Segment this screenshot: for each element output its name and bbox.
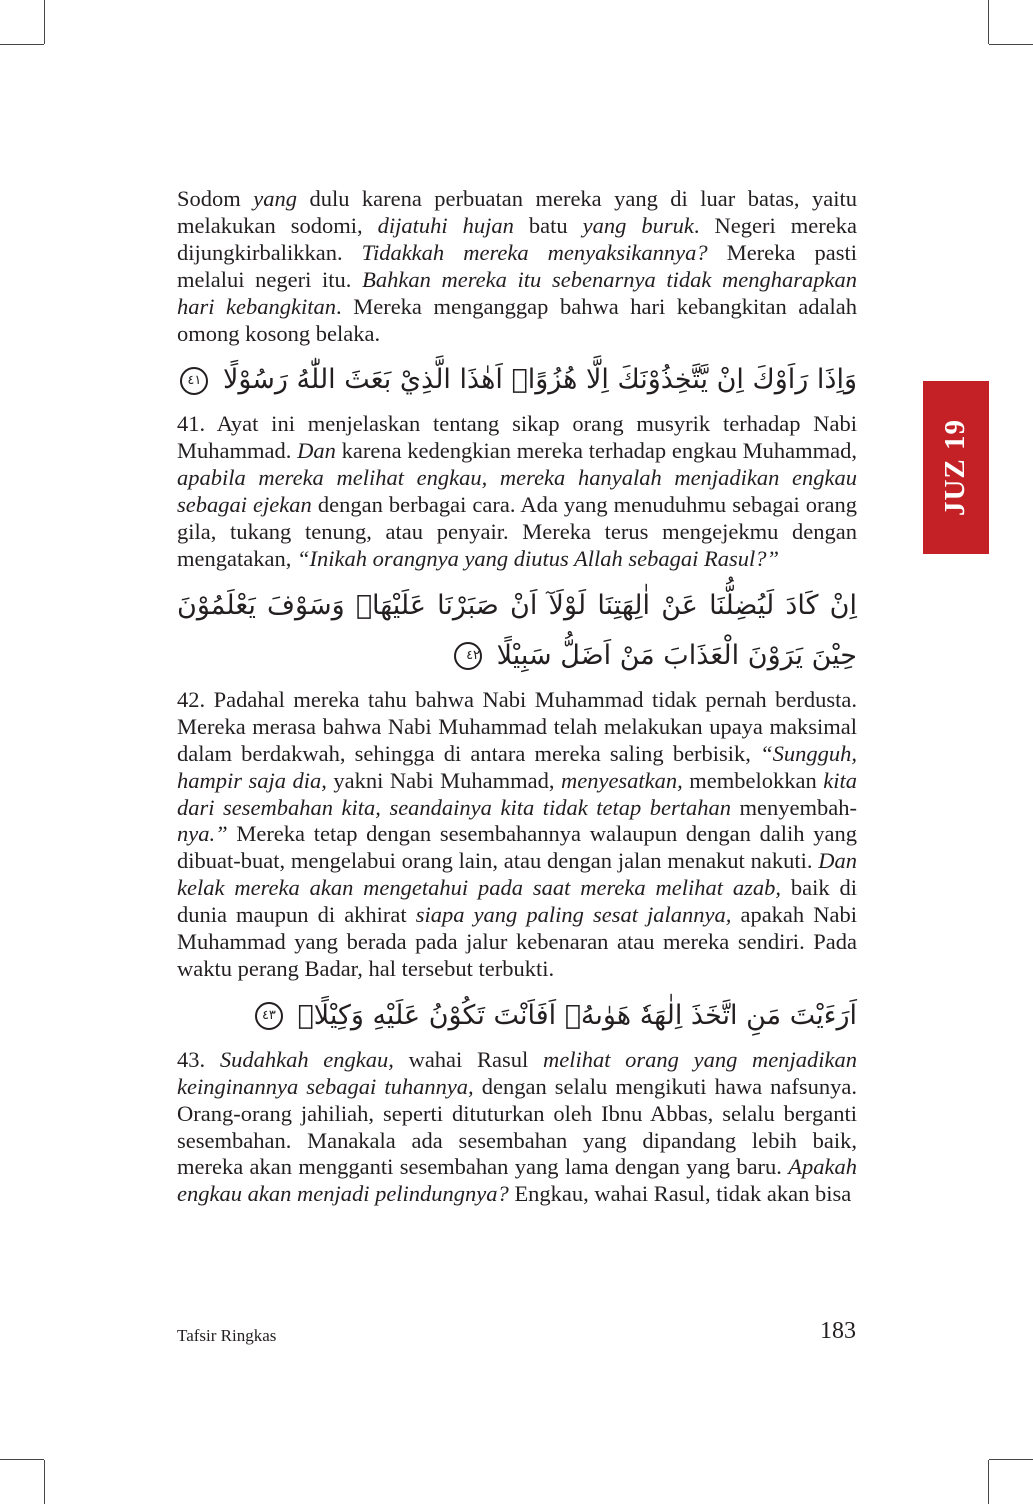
emphasis-run: Dan kelak mereka akan mengetahui pada saat mereka melihat azab, [177,848,857,901]
emphasis-run: yang [253,186,297,211]
emphasis-run: Bahkan mereka itu sebenarnya tidak mengharapkan hari kebangkitan [177,266,857,319]
emphasis-run: Tidakkah mereka menyaksikannya? [361,239,708,265]
text-run: 41. Ayat ini menjelaskan tentang sikap orang musyrik terhadap Nabi Muhammad. [177,411,857,464]
emphasis-run: siapa yang paling sesat jalannya, [415,902,732,928]
text-run: . Mereka menganggap bahwa hari kebangkitan adalah omong kosong belaka. [177,293,857,346]
text-run: karena kedengkian mereka terhadap engkau Muhammad, [335,438,857,464]
emphasis-run: dijatuhi hujan [377,212,514,238]
text-run: . Negeri mereka dijungkirbalikkan. [177,212,857,265]
emphasis-run: Dan [297,438,336,464]
paragraph-intro [177,186,857,347]
text-run: dengan berbagai cara. Ada yang menuduhmu sebagai orang gila, tukang tenung, atau penyair. Mereka terus mengejekmu dengan mengatakan, [177,492,857,571]
ayah-number-mark: ٤١ [180,367,208,395]
emphasis-run: Sudahkah engkau, [219,1046,394,1072]
emphasis-run: menyesatkan, [560,767,683,793]
text-run: 42. Padahal mereka tahu bahwa Nabi Muhammad tidak pernah berdusta. Mereka merasa bahwa Nabi Muhammad telah melakukan upaya maksimal dalam berdakwah, sehingga di antara mereka saling berbisik, [177,686,857,766]
footer-book-title: Tafsir Ringkas [177,1326,277,1345]
text-run: Sodom [177,186,254,211]
crop-mark [989,44,1033,45]
emphasis-run: “Inikah orangnya yang diutus Allah sebagai Rasul?” [296,545,780,571]
juz-label: JUZ 19 [939,418,972,517]
text-run: Engkau, wahai Rasul, tidak akan bisa [508,1181,852,1207]
text-run: apakah Nabi Muhammad yang berada pada jalur kebenaran atau mereka sendiri. Pada waktu perang Badar, hal tersebut terbukti. [177,902,857,981]
emphasis-run: nya.” [177,821,228,847]
text-run: Mereka tetap dengan sesembahannya walaupun dengan dalih yang dibuat-buat, mengelabui orang lain, atau dengan jalan menakut nakuti. [177,821,857,874]
arabic-verse-41 [177,355,857,405]
paragraph-tafsir-43 [177,1047,857,1208]
verse-text: وَاِذَا رَاَوْكَ اِنْ يَّتَّخِذُوْنَكَ اِلَّا هُزُوًاۗ اَهٰذَا الَّذِيْ بَعَثَ اللّٰهُ رَسُوْلًا [222,364,857,396]
text-run: Mereka pasti melalui negeri itu. [177,239,857,292]
text-run: dulu karena perbuatan mereka yang di luar batas, yaitu melakukan sodomi, [177,186,858,238]
emphasis-run: Apakah engkau akan menjadi pelindungnya? [177,1154,857,1207]
crop-mark [44,1460,45,1504]
text-run: dengan selalu mengikuti hawa nafsunya. Orang-orang jahiliah, seperti dituturkan oleh Ibnu Abbas, selalu berganti sesembahan. Manakala ada sesembahan yang dipandang lebih baik, mereka akan mengganti sesembahan yang lama dengan yang baru. [177,1073,857,1180]
verse-text: اَرَءَيْتَ مَنِ اتَّخَذَ اِلٰهَهٗ هَوٰىهُۗ اَفَاَنْتَ تَكُوْنُ عَلَيْهِ وَكِيْلًاۙ [297,999,857,1031]
arabic-verse-43 [177,991,857,1041]
paragraph-tafsir-42 [177,687,857,983]
text-run: batu [513,212,583,238]
text-run: 43. [177,1046,220,1072]
crop-mark [0,44,44,45]
emphasis-run: kita dari sesembahan kita, seandainya kita tidak tetap bertahan [177,767,858,820]
ayah-number-mark: ٤٢ [454,642,482,670]
crop-mark [44,0,45,44]
ayah-number-mark: ٤٣ [255,1002,283,1030]
text-run: wahai Rasul [393,1046,543,1072]
text-run: yakni Nabi Muhammad, [326,767,561,793]
text-run: baik di dunia maupun di akhirat [177,875,857,928]
crop-mark [0,1459,44,1460]
page-body [177,186,857,1208]
arabic-verse-42 [177,581,857,681]
emphasis-run: yang buruk [582,212,694,238]
crop-mark [989,1459,1033,1460]
emphasis-run: “Sungguh, hampir saja dia, [177,740,857,793]
juz-tab [923,381,989,554]
paragraph-tafsir-41 [177,411,857,572]
page-number: 183 [820,1318,856,1344]
emphasis-run: apabila mereka melihat engkau, mereka hanyalah menjadikan engkau sebagai ejekan [177,465,857,518]
verse-text: اِنْ كَادَ لَيُضِلُّنَا عَنْ اٰلِهَتِنَا لَوْلَآ اَنْ صَبَرْنَا عَلَيْهَاۗ وَسَوْفَ يَعْلَمُوْنَ حِيْنَ يَرَوْنَ الْعَذَابَ مَنْ اَضَلُّ سَبِيْلًا [177,589,857,671]
emphasis-run: melihat orang yang menjadikan keinginannya sebagai tuhannya, [177,1046,858,1099]
crop-mark [988,1460,989,1504]
crop-mark [988,0,989,44]
text-run: membelokkan [682,767,824,793]
text-run: menyembah- [731,794,857,820]
